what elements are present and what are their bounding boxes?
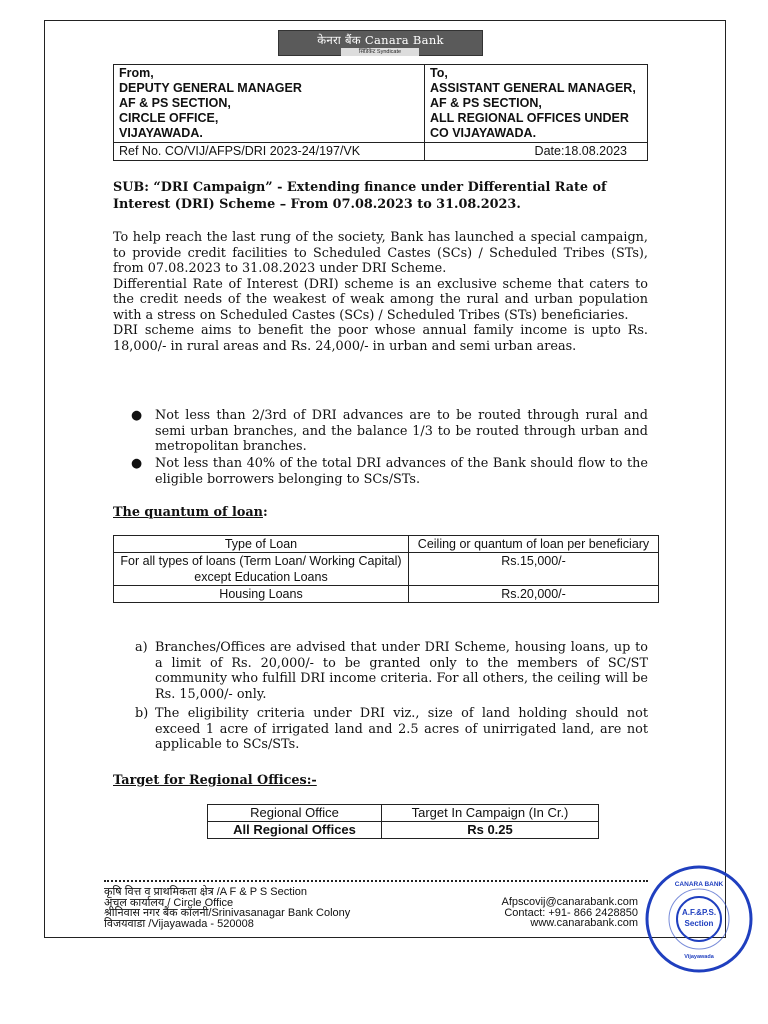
list-item (135, 640, 648, 702)
body-text (113, 230, 648, 354)
office-seal-stamp (644, 864, 754, 974)
ref-number: Ref No. CO/VIJ/AFPS/DRI 2023-24/197/VK (114, 143, 425, 161)
to-cell (425, 65, 648, 143)
subject-line: SUB: “DRI Campaign” - Extending finance under Differential Rate of Interest (DRI) Scheme – From 07.08.2023 to 31.08.2023. (113, 180, 607, 212)
table-cell: Housing Loans (114, 586, 409, 603)
seal-center-text: Section (684, 919, 714, 928)
from-line: DEPUTY GENERAL MANAGER (119, 81, 302, 95)
to-line: AF & PS SECTION, (430, 96, 542, 110)
logo-tagline: सिंडिकेट Syndicate (341, 48, 419, 56)
to-line: ALL REGIONAL OFFICES UNDER (430, 111, 629, 125)
footer-phone: Contact: +91- 866 2428850 (504, 906, 638, 919)
bullet-item (131, 408, 648, 455)
from-label: From, (119, 66, 154, 80)
table-row (208, 822, 599, 839)
list-label: b) (135, 706, 149, 721)
table-header: Regional Office (208, 805, 382, 822)
footer-contact (478, 897, 638, 929)
target-heading: Target for Regional Offices:- (113, 773, 317, 788)
table-cell: Rs.15,000/- (409, 553, 659, 586)
table-header: Ceiling or quantum of loan per beneficiary (409, 536, 659, 553)
paragraph: DRI scheme aims to benefit the poor whose annual family income is upto Rs. 18,000/- in rural areas and Rs. 24,000/- in urban and semi urban areas. (113, 323, 648, 354)
target-table (207, 804, 599, 839)
letter-date: Date:18.08.2023 (425, 143, 648, 161)
address-table (113, 64, 648, 161)
table-header: Target In Campaign (In Cr.) (382, 805, 599, 822)
from-line: CIRCLE OFFICE, (119, 111, 219, 125)
to-line: ASSISTANT GENERAL MANAGER, (430, 81, 636, 95)
table-row (114, 586, 659, 603)
footer-line: श्रीनिवास नगर बैंक कॉलनी/Srinivasanagar Bank Colony (104, 907, 351, 919)
to-label: To, (430, 66, 448, 80)
paragraph: To help reach the last rung of the society, Bank has launched a special campaign, to provide credit facilities to Scheduled Castes (SCs) / Scheduled Tribes (STs), from 07.08.2023 to 31.08.2023 under DRI Scheme. (113, 230, 648, 276)
footer-website[interactable]: www.canarabank.com (530, 917, 638, 929)
seal-ring-text: Vijayawada (684, 954, 714, 960)
bank-logo (278, 30, 483, 56)
from-line: VIJAYAWADA. (119, 126, 203, 140)
quantum-table (113, 535, 659, 603)
table-cell: Rs.20,000/- (409, 586, 659, 603)
footer-line: कृषि वित्त व प्राथमिकता क्षेत्र /A F & P S Section (104, 886, 307, 898)
list-text: Branches/Offices are advised that under DRI Scheme, housing loans, up to a limit of Rs. 20,000/- to be granted only to the members of SC/ST community who fulfill DRI income criteria. For all others, the ceiling will be Rs. 15,000/- only. (155, 640, 648, 702)
seal-ring-text: CANARA BANK (674, 881, 724, 888)
list-text: The eligibility criteria under DRI viz., size of land holding should not exceed 1 acre of irrigated land and 2.5 acres of unirrigated land, are not applicable to SCs/STs. (155, 706, 648, 752)
from-line: AF & PS SECTION, (119, 96, 231, 110)
footer-line: विजयवाडा /Vijayawada - 520008 (104, 917, 254, 930)
table-cell: For all types of loans (Term Loan/ Working Capital) except Education Loans (114, 553, 409, 586)
table-row (114, 553, 659, 586)
table-cell: All Regional Offices (208, 822, 382, 839)
list-item (135, 706, 648, 753)
bullet-text: Not less than 40% of the total DRI advances of the Bank should flow to the eligible borrowers belonging to SCs/STs. (155, 456, 648, 487)
seal-center-text: A.F.&P.S. (681, 908, 717, 917)
quantum-heading-text: The quantum of loan (113, 505, 263, 520)
to-line: CO VIJAYAWADA. (430, 126, 537, 140)
footer-line: अंचल कार्यालय / Circle Office (104, 896, 234, 909)
quantum-heading-colon: : (262, 505, 268, 520)
from-cell (114, 65, 425, 143)
bullet-icon: ● (131, 408, 143, 423)
bullet-text: Not less than 2/3rd of DRI advances are to be routed through rural and semi urban branches, and the balance 1/3 to be routed through urban and metropolitan branches. (155, 408, 648, 454)
quantum-heading (113, 505, 268, 520)
table-cell: Rs 0.25 (382, 822, 599, 839)
footer-divider (104, 880, 648, 882)
footer-email[interactable]: Afpscovij@canarabank.com (501, 896, 638, 908)
list-label: a) (135, 640, 148, 655)
logo-text: केनरा बैंक Canara Bank (317, 33, 444, 47)
table-header: Type of Loan (114, 536, 409, 553)
bullet-item (131, 456, 648, 487)
paragraph: Differential Rate of Interest (DRI) scheme is an exclusive scheme that caters to the credit needs of the weakest of weak among the rural and urban population with a stress on Scheduled Castes (SCs) / Scheduled Tribes (STs) beneficiaries. (113, 276, 648, 323)
bullet-icon: ● (131, 456, 143, 471)
footer-address (104, 887, 350, 929)
